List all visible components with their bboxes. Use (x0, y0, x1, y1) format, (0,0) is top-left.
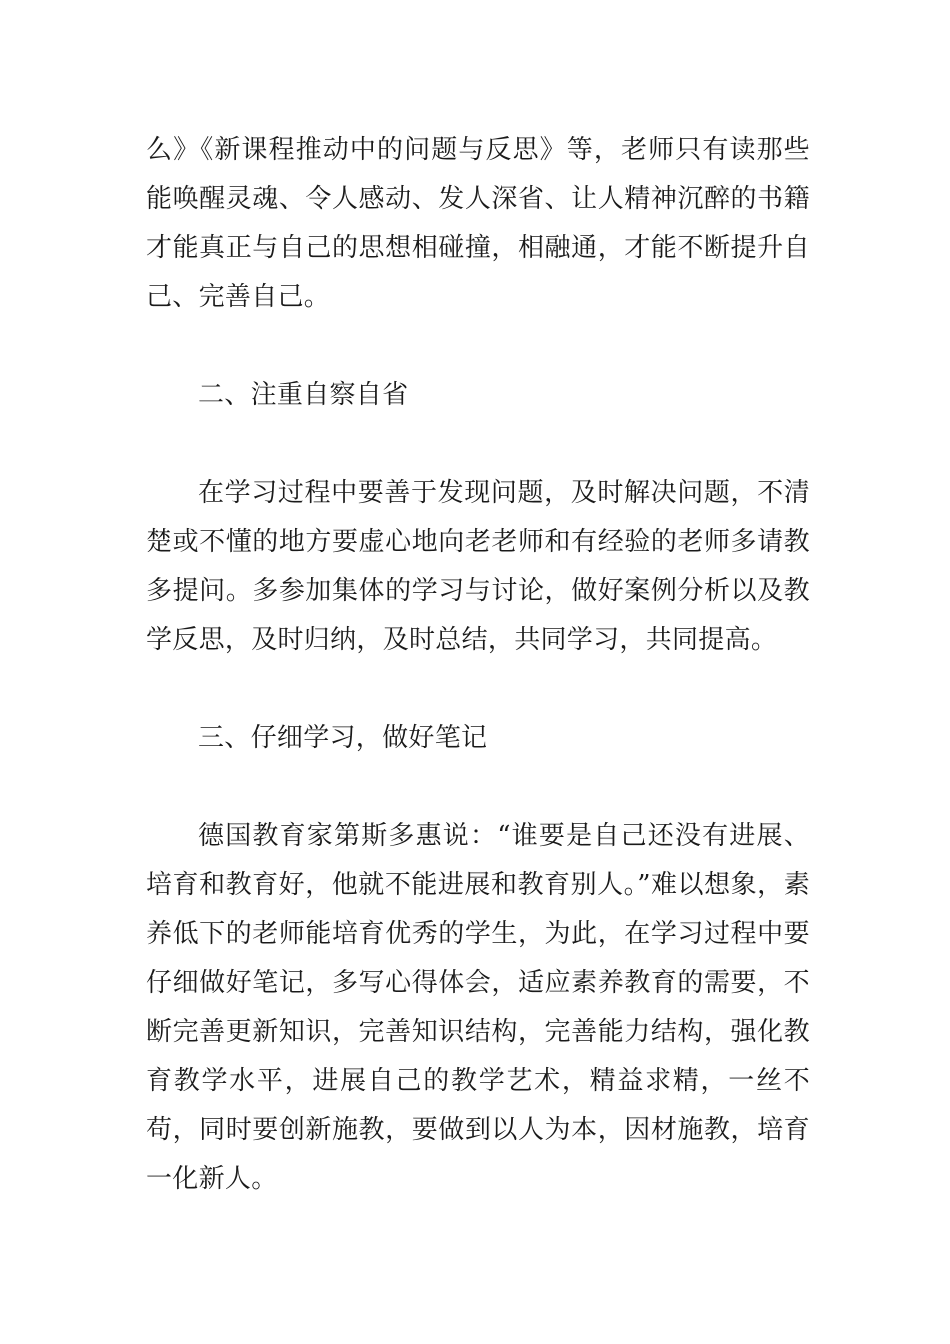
paragraph-spacer (146, 665, 810, 714)
section-heading-2: 二、注重自察自省 (198, 380, 409, 410)
paragraph-spacer (146, 420, 810, 469)
document-body (146, 126, 810, 1204)
paragraph-continuation: 么》《新课程推动中的问题与反思》等，老师只有读那些能唤醒灵魂、令人感动、发人深省、让人精神沉醉的书籍才能真正与自己的思想相碰撞，相融通，才能不断提升自己、完善自己。 (146, 135, 810, 312)
paragraph-spacer (146, 322, 810, 371)
paragraph-self-reflection: 在学习过程中要善于发现问题，及时解决问题，不清楚或不懂的地方要虚心地向老老师和有经验的老师多请教多提问。多参加集体的学习与讨论，做好案例分析以及教学反思，及时归纳，及时总结，共同学习，共同提高。 (146, 478, 810, 655)
section-heading-3: 三、仔细学习，做好笔记 (198, 723, 488, 753)
paragraph-spacer (146, 763, 810, 812)
paragraph-notes: 德国教育家第斯多惠说：“谁要是自己还没有进展、培育和教育好，他就不能进展和教育别人。”难以想象，素养低下的老师能培育优秀的学生，为此，在学习过程中要仔细做好笔记，多写心得体会，适应素养教育的需要，不断完善更新知识，完善知识结构，完善能力结构，强化教育教学水平，进展自己的教学艺术，精益求精，一丝不苟，同时要创新施教，要做到以人为本，因材施教，培育一化新人。 (146, 821, 810, 1194)
